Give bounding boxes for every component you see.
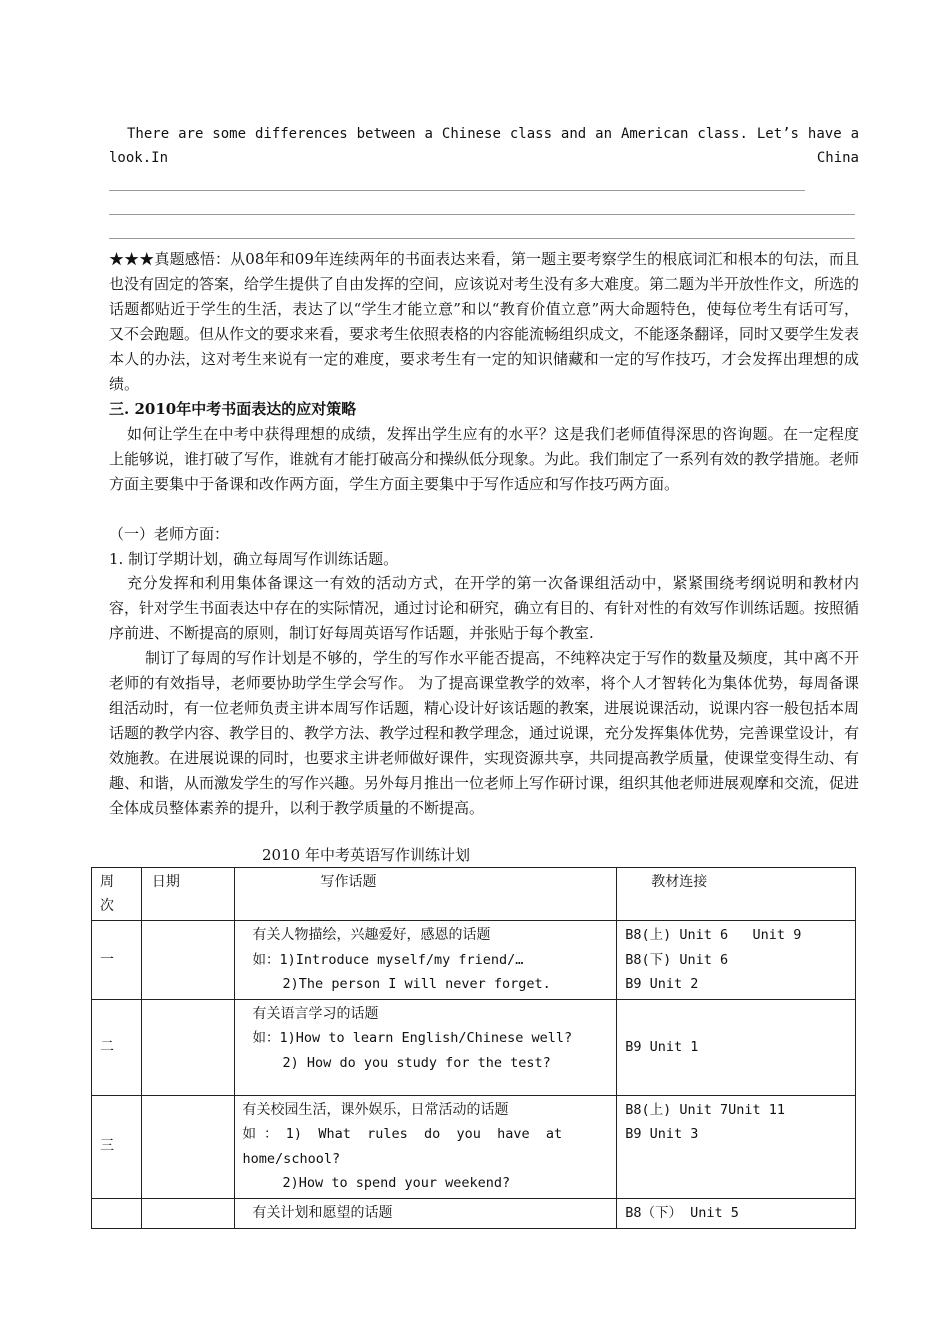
item1-title: 1. 制订学期计划，确立每周写作训练话题。 — [109, 550, 399, 568]
topic-example-2: 2)The person I will never forget. — [282, 976, 551, 992]
textbook-line: B9 Unit 2 — [625, 976, 699, 992]
textbook-line: B8(上) Unit 7Unit 11 — [625, 1101, 786, 1118]
table-row — [92, 1198, 856, 1228]
textbook-line: B9 Unit 3 — [625, 1126, 699, 1142]
date-cell — [141, 1095, 234, 1198]
date-value — [142, 1199, 234, 1203]
topic-title: 有关人物描绘，兴趣爱好，感恩的话题 — [252, 927, 491, 943]
textbook-content — [617, 1199, 855, 1228]
topic-cell — [234, 921, 617, 1000]
week-cell — [92, 921, 142, 1000]
topic-content — [235, 1199, 617, 1228]
topic-cell — [234, 1198, 617, 1228]
topic-title: 有关语言学习的话题 — [252, 1005, 379, 1022]
header-week: 周次 — [100, 874, 114, 914]
table-caption: 2010 年中考英语写作训练计划 — [262, 846, 470, 864]
english-intro-line2-left: look.In — [109, 150, 169, 166]
date-cell — [141, 1198, 234, 1228]
subsection-teacher-heading: （一）老师方面： — [109, 525, 230, 543]
textbook-cell — [617, 1095, 856, 1198]
topic-content — [235, 921, 617, 999]
answer-line-1 — [109, 190, 805, 191]
english-intro-line2-right: China — [816, 150, 859, 166]
section3-title: 三. 2010年中考书面表达的应对策略 — [109, 400, 357, 418]
table-row — [92, 921, 856, 1000]
topic-example-1: 如：1)Introduce myself/my friend/… — [252, 951, 524, 968]
topic-cell — [234, 1095, 617, 1198]
textbook-line: B8(下) Unit 6 — [625, 951, 729, 968]
date-value — [142, 1096, 234, 1100]
textbook-content — [617, 1033, 855, 1062]
textbook-cell — [617, 999, 856, 1095]
topic-example-1-continued: home/school? — [242, 1150, 341, 1167]
topic-content — [235, 1000, 617, 1078]
date-value — [142, 921, 234, 925]
header-date: 日期 — [151, 874, 180, 890]
textbook-line: B8(上) Unit 6 Unit 9 — [625, 927, 802, 943]
topic-content — [235, 1096, 617, 1198]
textbook-line: B9 Unit 1 — [625, 1038, 699, 1055]
english-intro-paragraph — [109, 122, 859, 170]
section3-intro: 如何让学生在中考中获得理想的成绩，发挥出学生应有的水平？这是我们老师值得深思的咨询题。在一定程度上能够说，谁打破了写作，谁就有才能打破高分和操纵低分现象。为此。我们制定了一系列有效的教学措施。老师方面主要集中于备课和改作两方面，学生方面主要集中于写作适应和写作技巧两方面。 — [109, 425, 860, 493]
header-topic-cell — [234, 868, 617, 921]
answer-line-2 — [109, 214, 855, 215]
textbook-content — [617, 921, 855, 999]
textbook-cell — [617, 921, 856, 1000]
english-intro-line2 — [109, 146, 859, 170]
topic-example-1: 如 ： 1) What rules do you have at — [242, 1126, 563, 1142]
table-row — [92, 999, 856, 1095]
header-topic: 写作话题 — [320, 874, 377, 890]
topic-cell — [234, 999, 617, 1095]
week-label: 三 — [100, 1138, 114, 1155]
date-value — [142, 1000, 234, 1004]
date-cell — [141, 921, 234, 1000]
week-label — [92, 1199, 141, 1203]
week-label: 二 — [100, 1038, 114, 1055]
table-row — [92, 1095, 856, 1198]
week-cell — [92, 999, 142, 1095]
textbook-cell — [617, 1198, 856, 1228]
item1-paragraph-1: 充分发挥和利用集体备课这一有效的活动方式，在开学的第一次备课组活动中，紧紧围绕考纲说明和教材内容，针对学生书面表达中存在的实际情况，通过讨论和研究，确立有目的、有针对性的有效写作训练话题。按照循序前进、不断提高的原则，制订好每周英语写作话题，并张贴于每个教室. — [109, 574, 860, 642]
header-textbook-cell — [617, 868, 856, 921]
topic-example-1: 如：1)How to learn English/Chinese well? — [252, 1030, 573, 1046]
date-cell — [141, 999, 234, 1095]
writing-plan-table — [91, 867, 856, 1229]
textbook-content — [617, 1096, 855, 1149]
topic-example-2: 2)How to spend your weekend? — [282, 1175, 511, 1191]
header-week-cell — [92, 868, 142, 921]
header-textbook: 教材连接 — [651, 874, 708, 890]
week-cell — [92, 1198, 142, 1228]
topic-title: 有关计划和愿望的话题 — [252, 1204, 393, 1221]
week-label: 一 — [100, 951, 114, 968]
reflection-paragraph: ★★★真题感悟：从08年和09年连续两年的书面表达来看，第一题主要考察学生的根底词汇和根本的句法，而且也没有固定的答案，给学生提供了自由发挥的空间，应该说对考生没有多大难度。第二题为半开放性作文，所选的话题都贴近于学生的生活，表达了以“学生才能立意”和以“教育价值立意”两大命题特色，使每位考生有话可写，又不会跑题。但从作文的要求来看，要求考生依照表格的内容能流畅组织成文，不能逐条翻译，同时又要学生发表本人的办法，这对考生来说有一定的难度，要求考生有一定的知识储藏和一定的写作技巧，才会发挥出理想的成绩。 — [109, 250, 860, 393]
header-date-cell — [141, 868, 234, 921]
week-cell — [92, 1095, 142, 1198]
topic-example-2: 2) How do you study for the test? — [282, 1054, 551, 1071]
topic-title: 有关校园生活，课外娱乐，日常活动的话题 — [242, 1101, 509, 1118]
item1-paragraph-2: 制订了每周的写作计划是不够的，学生的写作水平能否提高，不纯粹决定于写作的数量及频度，其中离不开老师的有效指导，老师要协助学生学会写作。 为了提高课堂教学的效率，将个人才智转化为集体优势，每周备课组活动时，有一位老师负责主讲本周写作话题，精心设计好该话题的教案，进展说课活动，说课内容一般包括本周话题的教学内容、教学目的、教学方法、教学过程和教学理念，通过说课，充分发挥集体优势，完善课堂设计，有效施教。在进展说课的同时，也要求主讲老师做好课件，实现资源共享，共同提高教学质量，使课堂变得生动、有趣、和谐，从而激发学生的写作兴趣。另外每月推出一位老师上写作研讨课，组织其他老师进展观摩和交流，促进全体成员整体素养的提升，以利于教学质量的不断提高。 — [109, 649, 860, 817]
answer-line-3 — [109, 238, 855, 239]
table-header-row — [92, 868, 856, 921]
english-intro-line1: There are some differences between a Chinese class and an American class. Let’s have a — [127, 126, 859, 142]
textbook-line: B8（下） Unit 5 — [625, 1204, 739, 1221]
